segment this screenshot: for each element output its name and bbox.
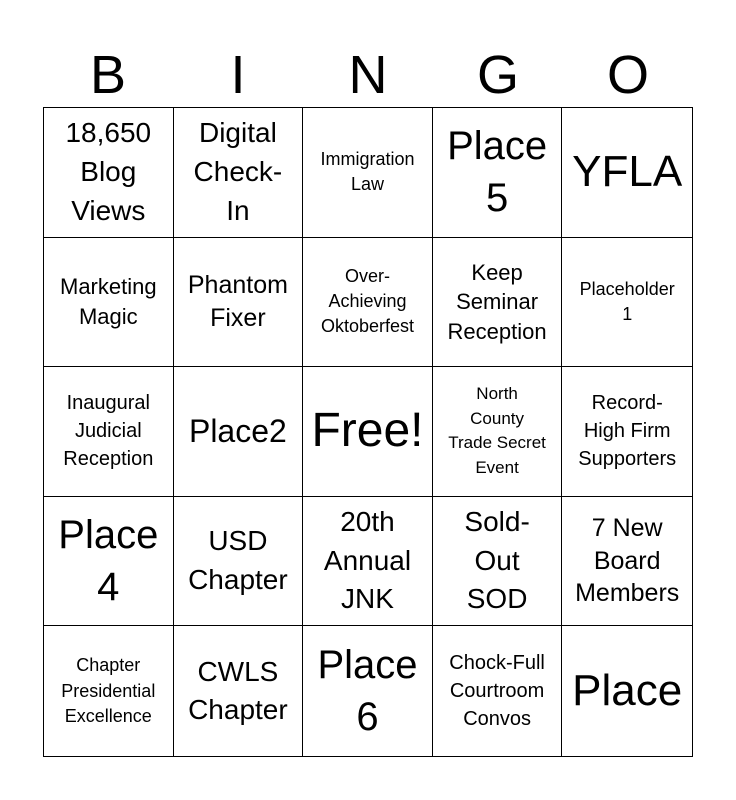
- cell-text: Place: [572, 665, 683, 715]
- bingo-cell[interactable]: [562, 238, 692, 368]
- bingo-cell[interactable]: [44, 108, 174, 238]
- cell-text: USD Chapter: [188, 525, 288, 596]
- free-space[interactable]: [303, 367, 433, 497]
- cell-text: 20th Annual JNK: [323, 506, 412, 615]
- cell-text: 7 New Board Members: [575, 514, 680, 608]
- bingo-cell[interactable]: [174, 497, 304, 627]
- bingo-cell[interactable]: [174, 626, 304, 756]
- bingo-cell[interactable]: [562, 626, 692, 756]
- cell-text: Chock-Full Courtroom Convos: [449, 652, 545, 731]
- bingo-cell[interactable]: [562, 367, 692, 497]
- cell-text: Chapter Presidential Excellence: [61, 655, 156, 726]
- header-letter-n: N: [348, 45, 388, 105]
- bingo-cell[interactable]: [174, 108, 304, 238]
- cell-text: Over- Achieving Oktoberfest: [320, 266, 415, 337]
- bingo-cell[interactable]: [562, 108, 692, 238]
- cell-text: Place 4: [58, 513, 159, 610]
- cell-text: Immigration Law: [320, 149, 415, 195]
- bingo-cell[interactable]: [44, 367, 174, 497]
- cell-text: North County Trade Secret Event: [448, 384, 546, 478]
- bingo-cell[interactable]: [174, 238, 304, 368]
- bingo-header: [43, 42, 693, 108]
- cell-text: Keep Seminar Reception: [447, 259, 547, 344]
- bingo-cell[interactable]: [44, 497, 174, 627]
- cell-text: Place 6: [317, 643, 418, 740]
- header-letter-b: B: [89, 45, 127, 105]
- bingo-cell[interactable]: [303, 497, 433, 627]
- bingo-cell[interactable]: [303, 626, 433, 756]
- bingo-cell[interactable]: [303, 238, 433, 368]
- cell-text: Digital Check- In: [193, 117, 283, 226]
- bingo-cell[interactable]: [303, 108, 433, 238]
- cell-text: YFLA: [572, 146, 683, 196]
- bingo-cell[interactable]: [433, 626, 563, 756]
- bingo-cell[interactable]: [433, 108, 563, 238]
- cell-text: CWLS Chapter: [188, 655, 288, 726]
- bingo-cell[interactable]: [433, 238, 563, 368]
- header-letter-g: G: [476, 45, 519, 105]
- cell-text: Phantom Fixer: [187, 271, 288, 332]
- cell-text: Record- High Firm Supporters: [578, 392, 677, 471]
- bingo-cell[interactable]: [174, 367, 304, 497]
- cell-text: Inaugural Judicial Reception: [63, 392, 154, 471]
- bingo-cell[interactable]: [562, 497, 692, 627]
- cell-text: Place 5: [447, 124, 548, 221]
- cell-text: Sold- Out SOD: [464, 506, 530, 615]
- bingo-cell[interactable]: [44, 626, 174, 756]
- cell-text: Marketing Magic: [60, 274, 157, 329]
- bingo-cell[interactable]: [433, 367, 563, 497]
- cell-text: 18,650 Blog Views: [65, 117, 152, 226]
- free-space-label: Free!: [311, 404, 424, 458]
- header-letter-o: O: [606, 45, 649, 105]
- bingo-cell[interactable]: [433, 497, 563, 627]
- bingo-cell[interactable]: [44, 238, 174, 368]
- cell-text: Placeholder 1: [579, 278, 675, 324]
- header-letter-i: I: [230, 45, 246, 105]
- cell-text: Place2: [188, 413, 287, 450]
- bingo-card-grid: [43, 107, 693, 757]
